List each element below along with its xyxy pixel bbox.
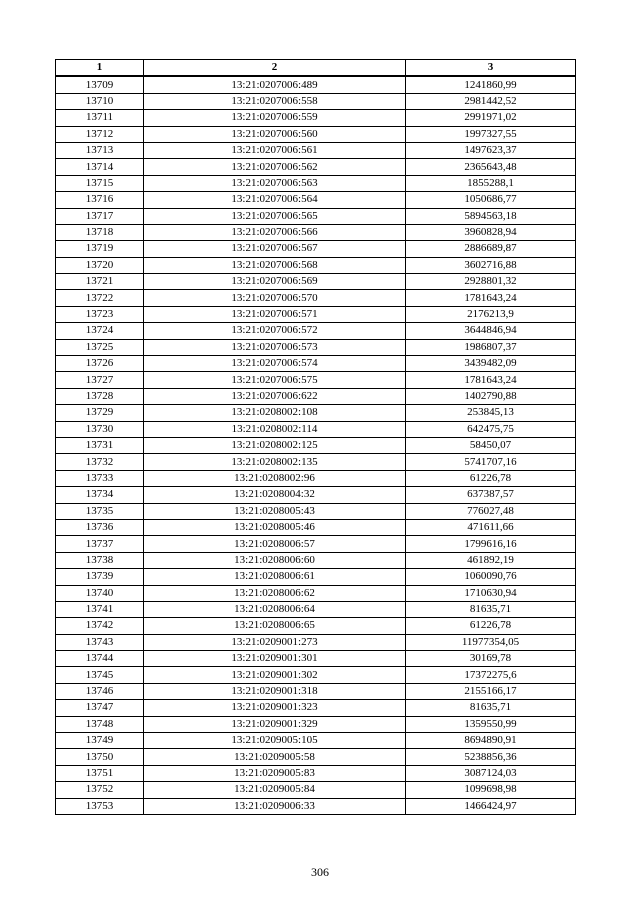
table-row — [56, 749, 576, 765]
value-cell: 3087124,03 — [406, 765, 576, 781]
cadastral-number-cell: 13:21:0209001:273 — [144, 634, 406, 650]
table-row — [56, 323, 576, 339]
value-cell: 61226,78 — [406, 470, 576, 486]
table-row — [56, 733, 576, 749]
cadastral-number-cell: 13:21:0207006:563 — [144, 175, 406, 191]
cadastral-number-cell: 13:21:0207006:489 — [144, 76, 406, 93]
table-row — [56, 339, 576, 355]
row-number-cell: 13727 — [56, 372, 144, 388]
cadastral-number-cell: 13:21:0207006:570 — [144, 290, 406, 306]
cadastral-number-cell: 13:21:0207006:558 — [144, 93, 406, 109]
cadastral-number-cell: 13:21:0207006:568 — [144, 257, 406, 273]
cadastral-number-cell: 13:21:0207006:559 — [144, 110, 406, 126]
row-number-cell: 13710 — [56, 93, 144, 109]
cadastral-number-cell: 13:21:0208002:114 — [144, 421, 406, 437]
table-row — [56, 552, 576, 568]
table-row — [56, 257, 576, 273]
row-number-cell: 13730 — [56, 421, 144, 437]
row-number-cell: 13737 — [56, 536, 144, 552]
row-number-cell: 13745 — [56, 667, 144, 683]
table-row — [56, 405, 576, 421]
value-cell: 1781643,24 — [406, 372, 576, 388]
value-cell: 1402790,88 — [406, 388, 576, 404]
value-cell: 30169,78 — [406, 651, 576, 667]
row-number-cell: 13726 — [56, 356, 144, 372]
value-cell: 2886689,87 — [406, 241, 576, 257]
table-row — [56, 76, 576, 93]
row-number-cell: 13736 — [56, 519, 144, 535]
table-row — [56, 585, 576, 601]
row-number-cell: 13715 — [56, 175, 144, 191]
value-cell: 1497623,37 — [406, 142, 576, 158]
value-cell: 1710630,94 — [406, 585, 576, 601]
table-row — [56, 601, 576, 617]
row-number-cell: 13723 — [56, 306, 144, 322]
value-cell: 17372275,6 — [406, 667, 576, 683]
cadastral-number-cell: 13:21:0208006:62 — [144, 585, 406, 601]
row-number-cell: 13709 — [56, 76, 144, 93]
value-cell: 1241860,99 — [406, 76, 576, 93]
cadastral-number-cell: 13:21:0209005:105 — [144, 733, 406, 749]
cadastral-number-cell: 13:21:0209001:329 — [144, 716, 406, 732]
table-row — [56, 798, 576, 814]
cadastral-number-cell: 13:21:0207006:571 — [144, 306, 406, 322]
value-cell: 61226,78 — [406, 618, 576, 634]
row-number-cell: 13728 — [56, 388, 144, 404]
table-row — [56, 306, 576, 322]
table-row — [56, 667, 576, 683]
cadastral-number-cell: 13:21:0208005:43 — [144, 503, 406, 519]
cadastral-number-cell: 13:21:0207006:569 — [144, 274, 406, 290]
cadastral-number-cell: 13:21:0208006:64 — [144, 601, 406, 617]
value-cell: 5741707,16 — [406, 454, 576, 470]
value-cell: 3439482,09 — [406, 356, 576, 372]
row-number-cell: 13738 — [56, 552, 144, 568]
value-cell: 58450,07 — [406, 437, 576, 453]
value-cell: 642475,75 — [406, 421, 576, 437]
row-number-cell: 13739 — [56, 569, 144, 585]
data-table — [55, 59, 576, 815]
cadastral-number-cell: 13:21:0208006:57 — [144, 536, 406, 552]
value-cell: 1359550,99 — [406, 716, 576, 732]
table-row — [56, 388, 576, 404]
value-cell: 461892,19 — [406, 552, 576, 568]
row-number-cell: 13724 — [56, 323, 144, 339]
row-number-cell: 13720 — [56, 257, 144, 273]
value-cell: 5894563,18 — [406, 208, 576, 224]
cadastral-number-cell: 13:21:0207006:565 — [144, 208, 406, 224]
value-cell: 1781643,24 — [406, 290, 576, 306]
value-cell: 1799616,16 — [406, 536, 576, 552]
row-number-cell: 13753 — [56, 798, 144, 814]
column-header-1: 1 — [56, 60, 144, 77]
row-number-cell: 13750 — [56, 749, 144, 765]
row-number-cell: 13722 — [56, 290, 144, 306]
value-cell: 637387,57 — [406, 487, 576, 503]
cadastral-number-cell: 13:21:0209005:84 — [144, 782, 406, 798]
row-number-cell: 13717 — [56, 208, 144, 224]
cadastral-number-cell: 13:21:0209001:323 — [144, 700, 406, 716]
row-number-cell: 13751 — [56, 765, 144, 781]
cadastral-number-cell: 13:21:0208005:46 — [144, 519, 406, 535]
value-cell: 1855288,1 — [406, 175, 576, 191]
value-cell: 3602716,88 — [406, 257, 576, 273]
cadastral-number-cell: 13:21:0207006:573 — [144, 339, 406, 355]
value-cell: 2176213,9 — [406, 306, 576, 322]
cadastral-number-cell: 13:21:0207006:622 — [144, 388, 406, 404]
page-number: 306 — [311, 865, 329, 879]
table-body — [56, 76, 576, 814]
value-cell: 471611,66 — [406, 519, 576, 535]
table-row — [56, 700, 576, 716]
cadastral-number-cell: 13:21:0208002:125 — [144, 437, 406, 453]
table-row — [56, 651, 576, 667]
row-number-cell: 13732 — [56, 454, 144, 470]
cadastral-number-cell: 13:21:0207006:566 — [144, 224, 406, 240]
table-row — [56, 782, 576, 798]
row-number-cell: 13746 — [56, 683, 144, 699]
row-number-cell: 13731 — [56, 437, 144, 453]
row-number-cell: 13740 — [56, 585, 144, 601]
row-number-cell: 13747 — [56, 700, 144, 716]
row-number-cell: 13741 — [56, 601, 144, 617]
value-cell: 1997327,55 — [406, 126, 576, 142]
column-header-2: 2 — [144, 60, 406, 77]
table-row — [56, 716, 576, 732]
value-cell: 253845,13 — [406, 405, 576, 421]
row-number-cell: 13719 — [56, 241, 144, 257]
row-number-cell: 13744 — [56, 651, 144, 667]
row-number-cell: 13748 — [56, 716, 144, 732]
value-cell: 2928801,32 — [406, 274, 576, 290]
table-row — [56, 437, 576, 453]
row-number-cell: 13718 — [56, 224, 144, 240]
cadastral-number-cell: 13:21:0209001:301 — [144, 651, 406, 667]
column-header-3: 3 — [406, 60, 576, 77]
row-number-cell: 13752 — [56, 782, 144, 798]
cadastral-number-cell: 13:21:0207006:574 — [144, 356, 406, 372]
cadastral-number-cell: 13:21:0209001:302 — [144, 667, 406, 683]
table-row — [56, 110, 576, 126]
row-number-cell: 13713 — [56, 142, 144, 158]
cadastral-number-cell: 13:21:0209005:83 — [144, 765, 406, 781]
table-row — [56, 569, 576, 585]
cadastral-number-cell: 13:21:0207006:562 — [144, 159, 406, 175]
table-row — [56, 454, 576, 470]
row-number-cell: 13711 — [56, 110, 144, 126]
row-number-cell: 13735 — [56, 503, 144, 519]
table-row — [56, 519, 576, 535]
table-row — [56, 142, 576, 158]
cadastral-number-cell: 13:21:0208006:60 — [144, 552, 406, 568]
row-number-cell: 13714 — [56, 159, 144, 175]
cadastral-number-cell: 13:21:0208004:32 — [144, 487, 406, 503]
value-cell: 776027,48 — [406, 503, 576, 519]
table-row — [56, 372, 576, 388]
row-number-cell: 13716 — [56, 192, 144, 208]
value-cell: 2155166,17 — [406, 683, 576, 699]
value-cell: 11977354,05 — [406, 634, 576, 650]
cadastral-number-cell: 13:21:0207006:567 — [144, 241, 406, 257]
row-number-cell: 13712 — [56, 126, 144, 142]
cadastral-number-cell: 13:21:0207006:561 — [144, 142, 406, 158]
row-number-cell: 13729 — [56, 405, 144, 421]
row-number-cell: 13749 — [56, 733, 144, 749]
row-number-cell: 13733 — [56, 470, 144, 486]
value-cell: 2981442,52 — [406, 93, 576, 109]
table-row — [56, 503, 576, 519]
value-cell: 2991971,02 — [406, 110, 576, 126]
value-cell: 8694890,91 — [406, 733, 576, 749]
header-row — [56, 60, 576, 77]
cadastral-number-cell: 13:21:0209001:318 — [144, 683, 406, 699]
table-row — [56, 159, 576, 175]
row-number-cell: 13721 — [56, 274, 144, 290]
table-row — [56, 192, 576, 208]
table-header — [56, 60, 576, 77]
table-row — [56, 175, 576, 191]
value-cell: 3644846,94 — [406, 323, 576, 339]
row-number-cell: 13743 — [56, 634, 144, 650]
value-cell: 5238856,36 — [406, 749, 576, 765]
cadastral-number-cell: 13:21:0207006:564 — [144, 192, 406, 208]
table-row — [56, 421, 576, 437]
table-row — [56, 356, 576, 372]
table-row — [56, 93, 576, 109]
cadastral-number-cell: 13:21:0207006:572 — [144, 323, 406, 339]
table-row — [56, 290, 576, 306]
table-row — [56, 487, 576, 503]
row-number-cell: 13742 — [56, 618, 144, 634]
table-row — [56, 470, 576, 486]
table-row — [56, 126, 576, 142]
value-cell: 1986807,37 — [406, 339, 576, 355]
table-row — [56, 224, 576, 240]
table-row — [56, 274, 576, 290]
cadastral-number-cell: 13:21:0208002:108 — [144, 405, 406, 421]
table-row — [56, 634, 576, 650]
cadastral-number-cell: 13:21:0207006:575 — [144, 372, 406, 388]
cadastral-number-cell: 13:21:0208006:61 — [144, 569, 406, 585]
table-row — [56, 241, 576, 257]
table-row — [56, 536, 576, 552]
value-cell: 1050686,77 — [406, 192, 576, 208]
cadastral-number-cell: 13:21:0207006:560 — [144, 126, 406, 142]
value-cell: 81635,71 — [406, 601, 576, 617]
value-cell: 1060090,76 — [406, 569, 576, 585]
cadastral-number-cell: 13:21:0208002:96 — [144, 470, 406, 486]
value-cell: 81635,71 — [406, 700, 576, 716]
value-cell: 1099698,98 — [406, 782, 576, 798]
table-row — [56, 765, 576, 781]
value-cell: 1466424,97 — [406, 798, 576, 814]
row-number-cell: 13725 — [56, 339, 144, 355]
cadastral-number-cell: 13:21:0209006:33 — [144, 798, 406, 814]
cadastral-number-cell: 13:21:0208006:65 — [144, 618, 406, 634]
value-cell: 2365643,48 — [406, 159, 576, 175]
cadastral-number-cell: 13:21:0209005:58 — [144, 749, 406, 765]
cadastral-number-cell: 13:21:0208002:135 — [144, 454, 406, 470]
row-number-cell: 13734 — [56, 487, 144, 503]
value-cell: 3960828,94 — [406, 224, 576, 240]
table-row — [56, 618, 576, 634]
table-row — [56, 208, 576, 224]
table-row — [56, 683, 576, 699]
